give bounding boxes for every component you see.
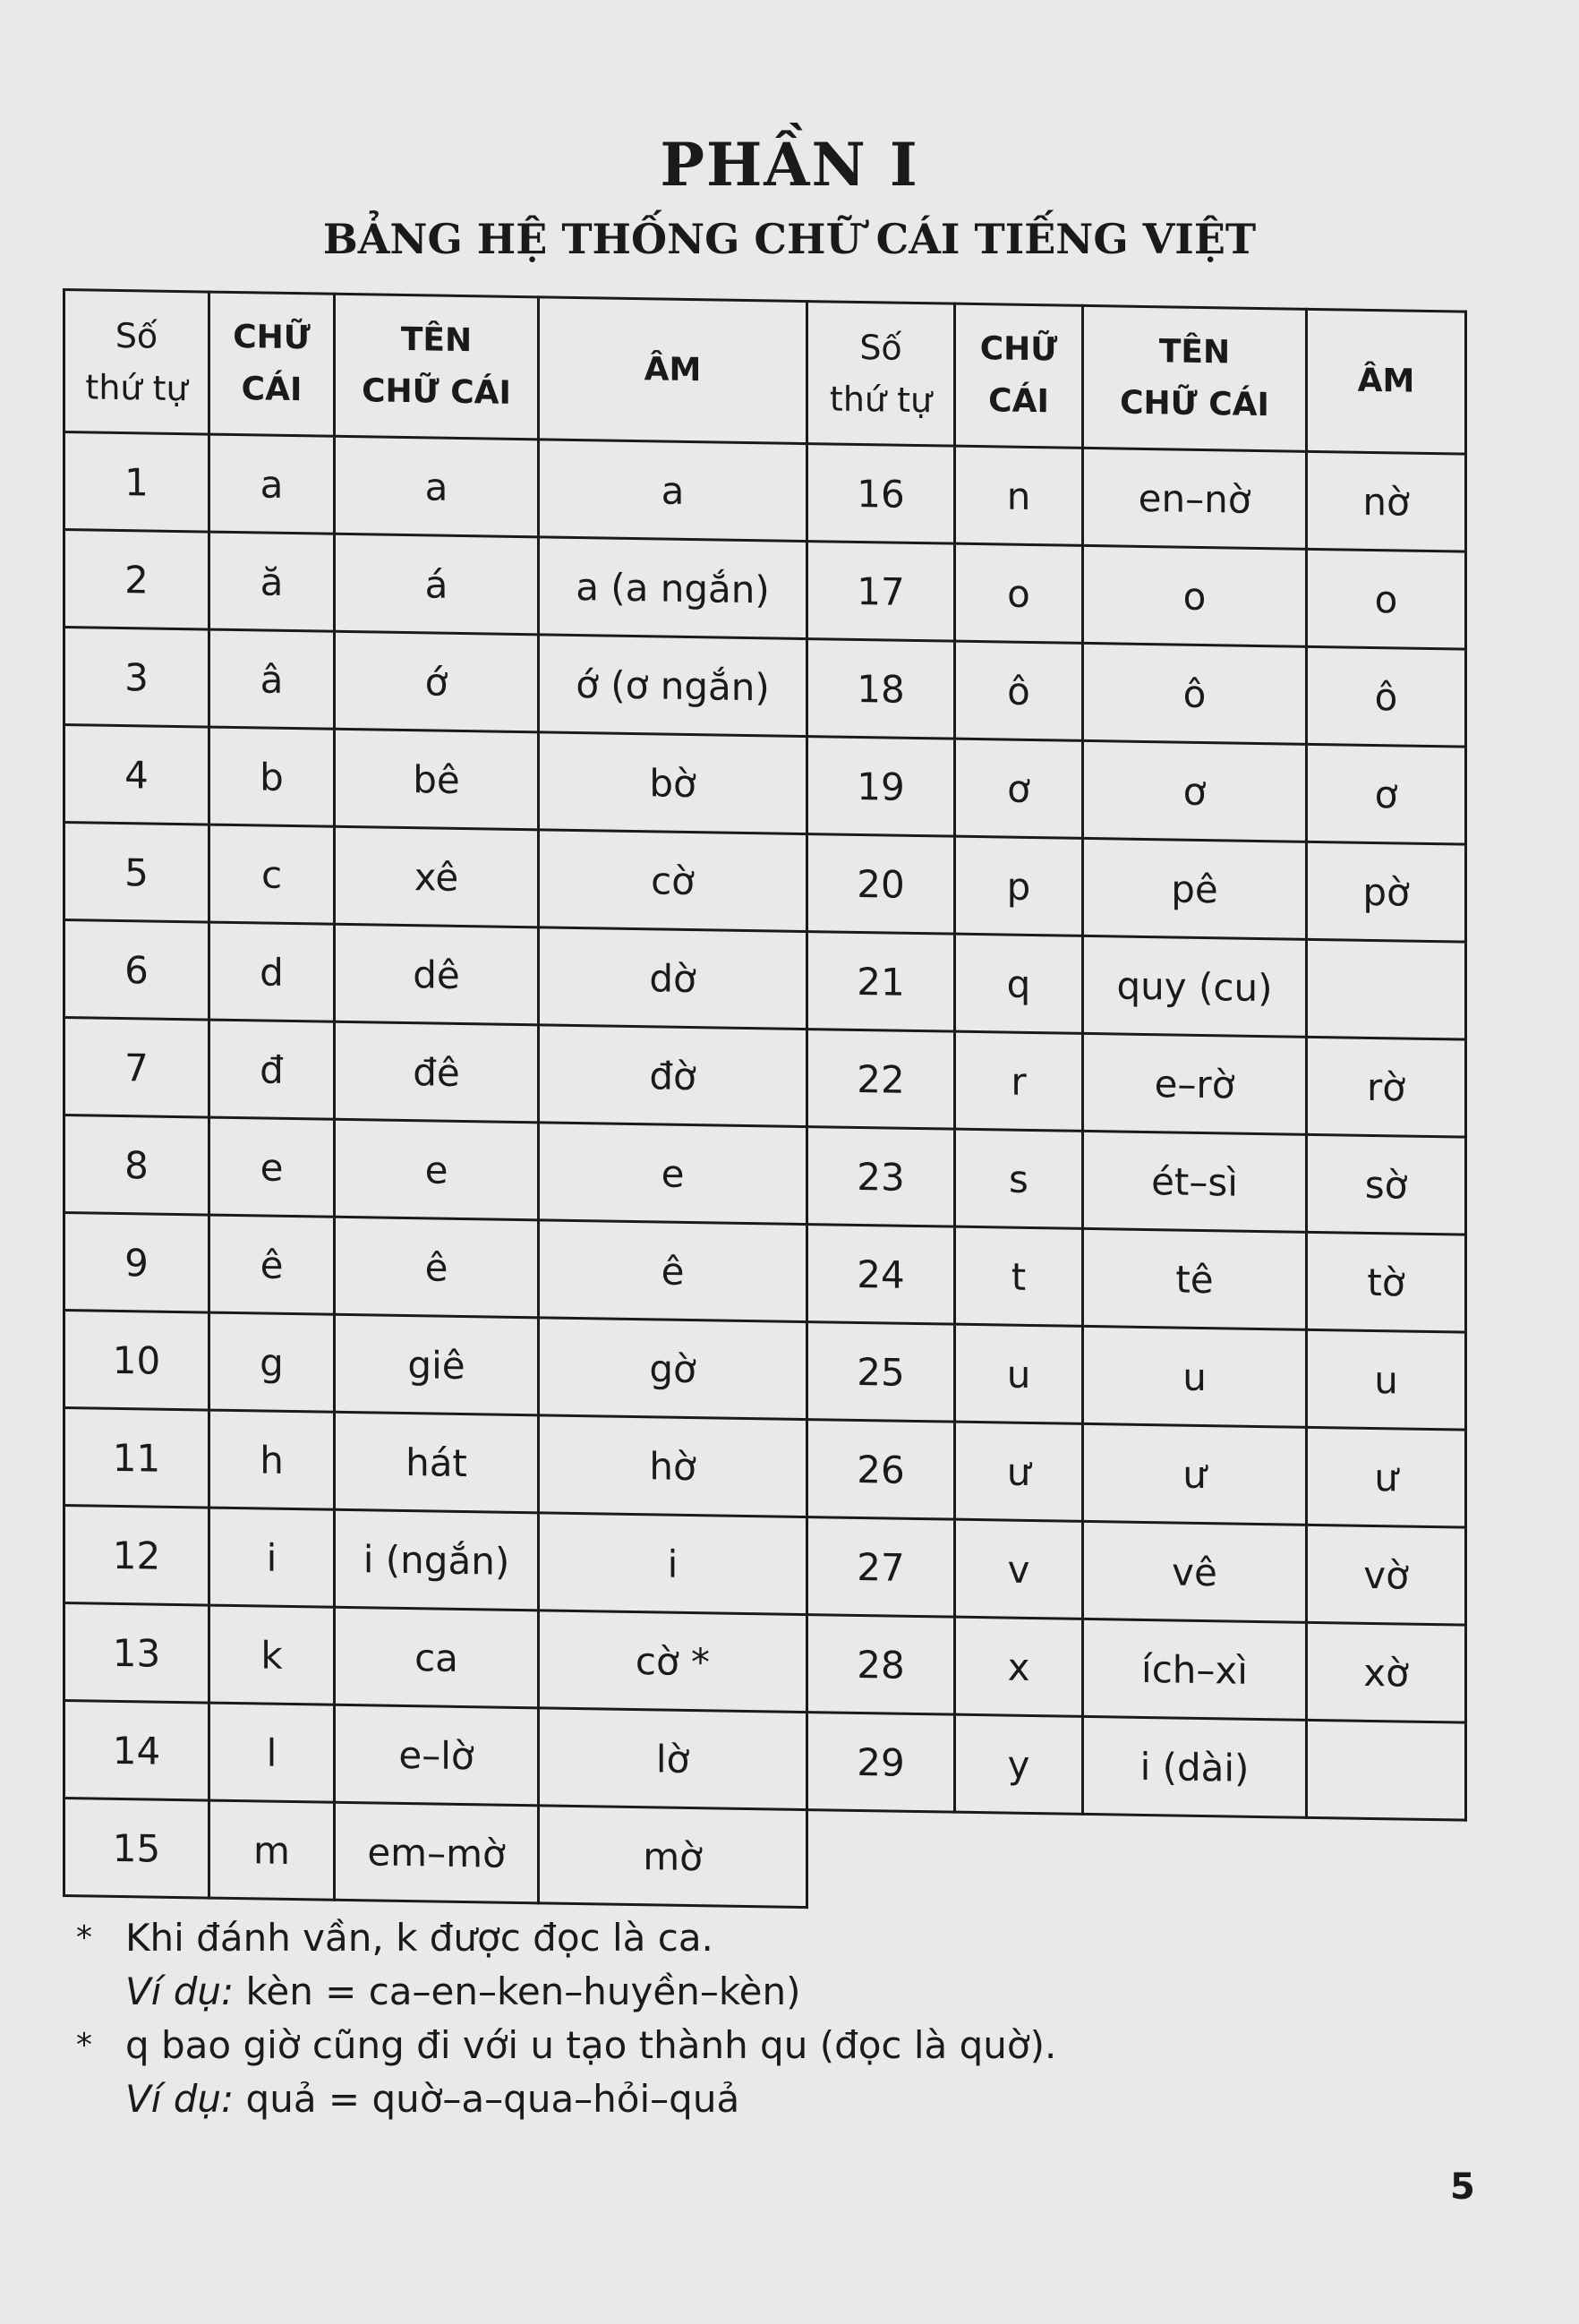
cell-letter: q	[955, 934, 1083, 1033]
cell-sound: u	[1307, 1329, 1466, 1430]
cell-sound	[1307, 1720, 1466, 1820]
cell-number: 23	[807, 1127, 955, 1227]
cell-name: ớ	[335, 631, 539, 732]
cell-number: 21	[807, 932, 955, 1032]
cell-name: a	[335, 436, 539, 537]
cell-name: xê	[335, 826, 539, 927]
cell-name: giê	[335, 1314, 539, 1415]
cell-letter: h	[209, 1410, 335, 1509]
cell-sound: dờ	[539, 927, 807, 1030]
cell-number: 25	[807, 1322, 955, 1423]
header-sound-right: ÂM	[1307, 309, 1466, 454]
cell-sound: i	[539, 1513, 807, 1615]
cell-letter: m	[209, 1800, 335, 1900]
cell-sound: ê	[539, 1220, 807, 1322]
cell-letter: v	[955, 1519, 1083, 1619]
page-subtitle: BẢNG HỆ THỐNG CHỮ CÁI TIẾNG VIỆT	[322, 215, 1257, 263]
empty-cell	[955, 1812, 1083, 1911]
cell-number: 7	[64, 1018, 209, 1118]
cell-name: tê	[1083, 1228, 1307, 1329]
cell-sound: gờ	[539, 1318, 807, 1420]
cell-letter: t	[955, 1226, 1083, 1326]
cell-number: 1	[64, 432, 209, 533]
cell-number: 27	[807, 1517, 955, 1618]
cell-name: i (ngắn)	[335, 1509, 539, 1611]
cell-letter: g	[209, 1312, 335, 1412]
cell-letter: ơ	[955, 739, 1083, 838]
cell-number: 13	[64, 1603, 209, 1704]
cell-sound: xờ	[1307, 1622, 1466, 1722]
empty-cell	[807, 1810, 955, 1910]
cell-letter: a	[209, 434, 335, 534]
cell-name: pê	[1083, 838, 1307, 939]
cell-sound: a	[539, 440, 807, 542]
cell-letter: s	[955, 1129, 1083, 1228]
cell-sound: hờ	[539, 1415, 807, 1517]
cell-name: en–nờ	[1083, 448, 1307, 549]
cell-name: á	[335, 534, 539, 635]
cell-letter: ư	[955, 1422, 1083, 1521]
cell-number: 3	[64, 628, 209, 728]
cell-name: ô	[1083, 643, 1307, 744]
cell-letter: â	[209, 629, 335, 729]
cell-sound: ô	[1307, 646, 1466, 747]
cell-letter: u	[955, 1324, 1083, 1423]
cell-sound: cờ	[539, 830, 807, 932]
cell-number: 16	[807, 444, 955, 544]
cell-letter: i	[209, 1508, 335, 1607]
cell-name: ơ	[1083, 740, 1307, 842]
cell-letter: e	[209, 1117, 335, 1217]
cell-letter: ô	[955, 641, 1083, 740]
table-row	[64, 1799, 1466, 1918]
cell-number: 4	[64, 725, 209, 825]
page-title: PHẦN I	[660, 130, 919, 200]
header-name-right: TÊN CHỮ CÁI	[1083, 305, 1307, 451]
header-stt-right: Số thứ tự	[807, 302, 955, 447]
cell-number: 26	[807, 1420, 955, 1520]
cell-name: vê	[1083, 1521, 1307, 1622]
cell-letter: ă	[209, 532, 335, 631]
cell-name: u	[1083, 1326, 1307, 1427]
cell-name: ê	[335, 1217, 539, 1318]
cell-number: 19	[807, 737, 955, 837]
page-number: 5	[1450, 2166, 1475, 2208]
cell-number: 9	[64, 1213, 209, 1313]
cell-name: i (dài)	[1083, 1716, 1307, 1817]
cell-name: ích–xì	[1083, 1619, 1307, 1720]
cell-name: ư	[1083, 1423, 1307, 1525]
cell-name: e–lờ	[335, 1705, 539, 1806]
cell-number: 28	[807, 1615, 955, 1715]
cell-number: 8	[64, 1115, 209, 1216]
cell-name: ca	[335, 1607, 539, 1708]
header-sound-left: ÂM	[539, 297, 807, 444]
cell-sound: sờ	[1307, 1134, 1466, 1235]
footnote-k-example: Ví dụ: kèn = ca–en–ken–huyền–kèn)	[125, 1969, 801, 2013]
empty-cell	[1083, 1814, 1307, 1915]
cell-sound: rờ	[1307, 1037, 1466, 1137]
cell-letter: r	[955, 1031, 1083, 1131]
table-header-row	[64, 290, 1466, 455]
cell-sound: mờ	[539, 1806, 807, 1908]
footnote-k: * Khi đánh vần, k được đọc là ca.	[76, 1911, 1419, 1965]
cell-number: 6	[64, 920, 209, 1021]
cell-letter: p	[955, 836, 1083, 936]
cell-sound: a (a ngắn)	[539, 537, 807, 639]
cell-number: 12	[64, 1506, 209, 1606]
cell-sound: bờ	[539, 732, 807, 834]
cell-name: e	[335, 1119, 539, 1220]
cell-sound: đờ	[539, 1025, 807, 1127]
cell-letter: x	[955, 1617, 1083, 1716]
cell-name: ét–sì	[1083, 1131, 1307, 1232]
cell-sound: o	[1307, 549, 1466, 649]
cell-sound: cờ *	[539, 1611, 807, 1713]
header-name-left: TÊN CHỮ CÁI	[335, 294, 539, 440]
cell-number: 24	[807, 1225, 955, 1325]
cell-sound: nờ	[1307, 451, 1466, 551]
cell-sound: ớ (ơ ngắn)	[539, 635, 807, 737]
empty-cell	[1307, 1817, 1466, 1918]
cell-letter: b	[209, 727, 335, 826]
cell-sound: lờ	[539, 1708, 807, 1810]
header-letter-right: CHỮ CÁI	[955, 303, 1083, 448]
cell-letter: o	[955, 543, 1083, 643]
cell-sound: ư	[1307, 1427, 1466, 1527]
cell-sound: vờ	[1307, 1525, 1466, 1625]
cell-sound: ơ	[1307, 744, 1466, 844]
cell-number: 5	[64, 823, 209, 923]
header-letter-left: CHỮ CÁI	[209, 292, 335, 436]
cell-name: o	[1083, 545, 1307, 646]
footnote-q-example: Ví dụ: quả = quờ–a–qua–hỏi–quả	[125, 2077, 740, 2121]
cell-name: hát	[335, 1412, 539, 1513]
footnote-q: * q bao giờ cũng đi với u tạo thành qu (đọc là quờ).	[76, 2019, 1419, 2072]
cell-number: 20	[807, 834, 955, 935]
cell-name: em–mờ	[335, 1802, 539, 1903]
cell-number: 18	[807, 639, 955, 739]
cell-number: 11	[64, 1408, 209, 1508]
alphabet-table	[63, 288, 1467, 1919]
cell-number: 10	[64, 1311, 209, 1411]
cell-letter: d	[209, 922, 335, 1021]
cell-sound: e	[539, 1123, 807, 1225]
cell-letter: c	[209, 825, 335, 924]
cell-number: 17	[807, 542, 955, 642]
cell-sound: tờ	[1307, 1232, 1466, 1332]
cell-number: 15	[64, 1799, 209, 1899]
cell-number: 2	[64, 530, 209, 630]
cell-name: bê	[335, 729, 539, 830]
cell-letter: n	[955, 446, 1083, 545]
cell-letter: y	[955, 1714, 1083, 1814]
cell-name: e–rờ	[1083, 1033, 1307, 1134]
header-stt-left: Số thứ tự	[64, 290, 209, 435]
cell-letter: đ	[209, 1020, 335, 1119]
cell-name: dê	[335, 924, 539, 1025]
cell-number: 14	[64, 1701, 209, 1801]
cell-letter: ê	[209, 1215, 335, 1314]
cell-number: 29	[807, 1713, 955, 1813]
cell-name: đê	[335, 1021, 539, 1123]
cell-sound: pờ	[1307, 842, 1466, 942]
cell-sound	[1307, 939, 1466, 1039]
footnotes	[76, 1911, 1419, 2126]
cell-letter: k	[209, 1605, 335, 1705]
cell-number: 22	[807, 1030, 955, 1130]
cell-name: quy (cu)	[1083, 936, 1307, 1037]
cell-letter: l	[209, 1703, 335, 1802]
